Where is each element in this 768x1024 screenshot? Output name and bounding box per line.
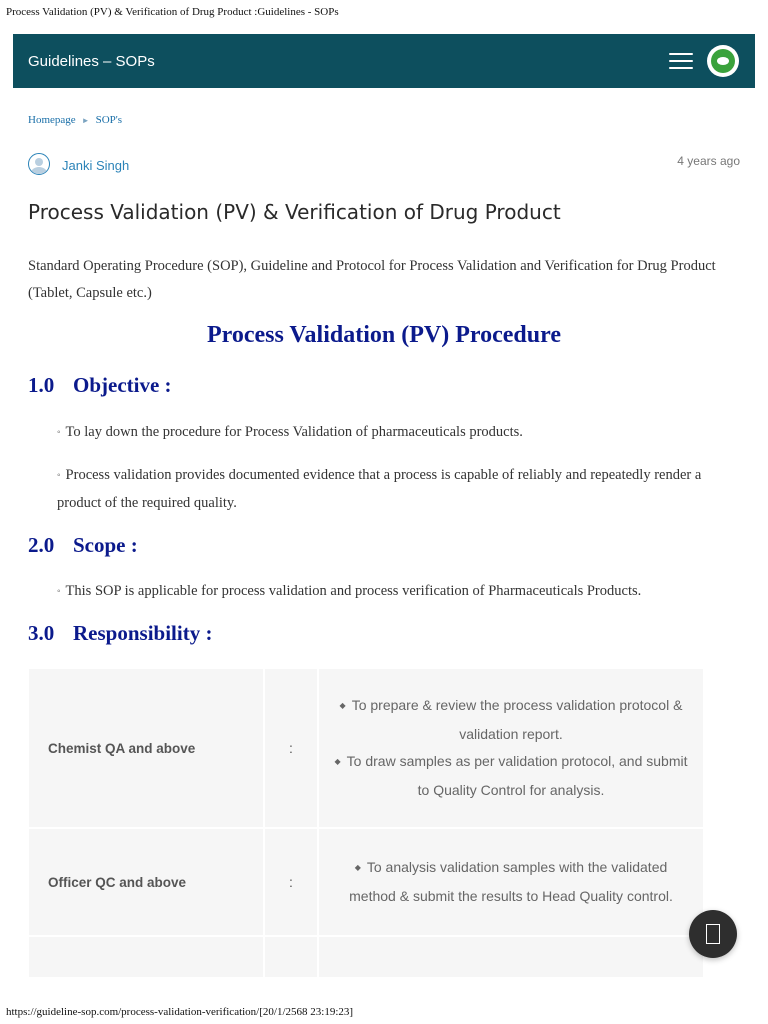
- bullet-icon: ◆: [334, 757, 341, 766]
- objective-bullet-text: Process validation provides documented evidence that a process is capable of reliably and repeatedly render a product of the required quality.: [57, 467, 702, 511]
- duty-text: To analysis validation samples with the validated method & submit the results to Head Quality control.: [349, 859, 673, 904]
- objective-bullet-text: To lay down the procedure for Process Validation of pharmaceuticals products.: [65, 424, 523, 440]
- duty-item: [333, 854, 689, 910]
- breadcrumb: [28, 114, 122, 126]
- duty-text: To draw samples as per validation protocol, and submit to Quality Control for analysis.: [346, 753, 688, 798]
- bullet-icon: ◦: [57, 427, 61, 438]
- user-avatar-icon[interactable]: [28, 153, 50, 175]
- objective-number: 1.0: [28, 373, 55, 397]
- objective-heading: [28, 373, 172, 398]
- duty-item: [333, 748, 689, 804]
- bullet-icon: ◦: [57, 586, 61, 597]
- scope-bullet-text: This SOP is applicable for process validation and process verification of Pharmaceuticals Products.: [65, 583, 642, 599]
- bullet-icon: ◦: [57, 470, 61, 481]
- hamburger-menu-icon[interactable]: [669, 51, 693, 71]
- responsibility-title: Responsibility :: [73, 621, 213, 645]
- duty-text: To prepare & review the process validation protocol & validation report.: [351, 697, 683, 742]
- breadcrumb-separator-icon: ►: [81, 115, 90, 125]
- objective-bullet: [57, 419, 742, 447]
- site-title-link[interactable]: Guidelines – SOPs: [28, 52, 155, 70]
- post-intro: Standard Operating Procedure (SOP), Guideline and Protocol for Process Validation and Verification for Drug Product (Tablet, Capsule etc.): [28, 258, 716, 301]
- objective-bullet: [57, 462, 742, 517]
- post-timestamp: 4 years ago: [677, 154, 740, 168]
- post-title: Process Validation (PV) & Verification of Drug Product: [28, 200, 561, 224]
- scope-title: Scope :: [73, 533, 138, 557]
- table-cell-colon: :: [265, 829, 317, 935]
- table-cell-colon: [265, 937, 317, 977]
- breadcrumb-sops-link[interactable]: SOP's: [95, 114, 123, 126]
- scope-bullet: [57, 578, 742, 606]
- table-cell-colon: :: [265, 669, 317, 827]
- scope-heading: [28, 533, 138, 558]
- responsibility-heading: [28, 621, 212, 646]
- site-header: [13, 34, 755, 88]
- print-footer-url: https://guideline-sop.com/process-validation-verification/[20/1/2568 23:19:23]: [6, 1006, 354, 1018]
- square-outline-icon: [706, 924, 720, 944]
- post-meta: [28, 152, 740, 178]
- breadcrumb-homepage-link[interactable]: Homepage: [28, 114, 76, 126]
- table-row: [29, 669, 703, 827]
- responsibility-number: 3.0: [28, 621, 55, 645]
- procedure-heading: Process Validation (PV) Procedure: [207, 322, 561, 348]
- table-cell-role: Officer QC and above: [29, 829, 263, 935]
- duty-item: [333, 692, 689, 748]
- table-cell-duties: [319, 937, 703, 977]
- table-row: [29, 937, 703, 977]
- print-page-title: Process Validation (PV) & Verification of Drug Product :Guidelines - SOPs: [6, 6, 339, 18]
- table-row: [29, 829, 703, 935]
- author-name-link[interactable]: Janki Singh: [62, 158, 130, 173]
- objective-title: Objective :: [73, 373, 172, 397]
- site-logo-icon[interactable]: [707, 45, 739, 77]
- table-cell-duties: [319, 829, 703, 935]
- floating-action-button[interactable]: [689, 910, 737, 958]
- bullet-icon: ◆: [354, 863, 361, 872]
- bullet-icon: ◆: [339, 701, 346, 710]
- table-cell-role: Chemist QA and above: [29, 669, 263, 827]
- responsibility-table: [29, 669, 703, 977]
- table-cell-duties: [319, 669, 703, 827]
- table-cell-role: [29, 937, 263, 977]
- scope-number: 2.0: [28, 533, 55, 557]
